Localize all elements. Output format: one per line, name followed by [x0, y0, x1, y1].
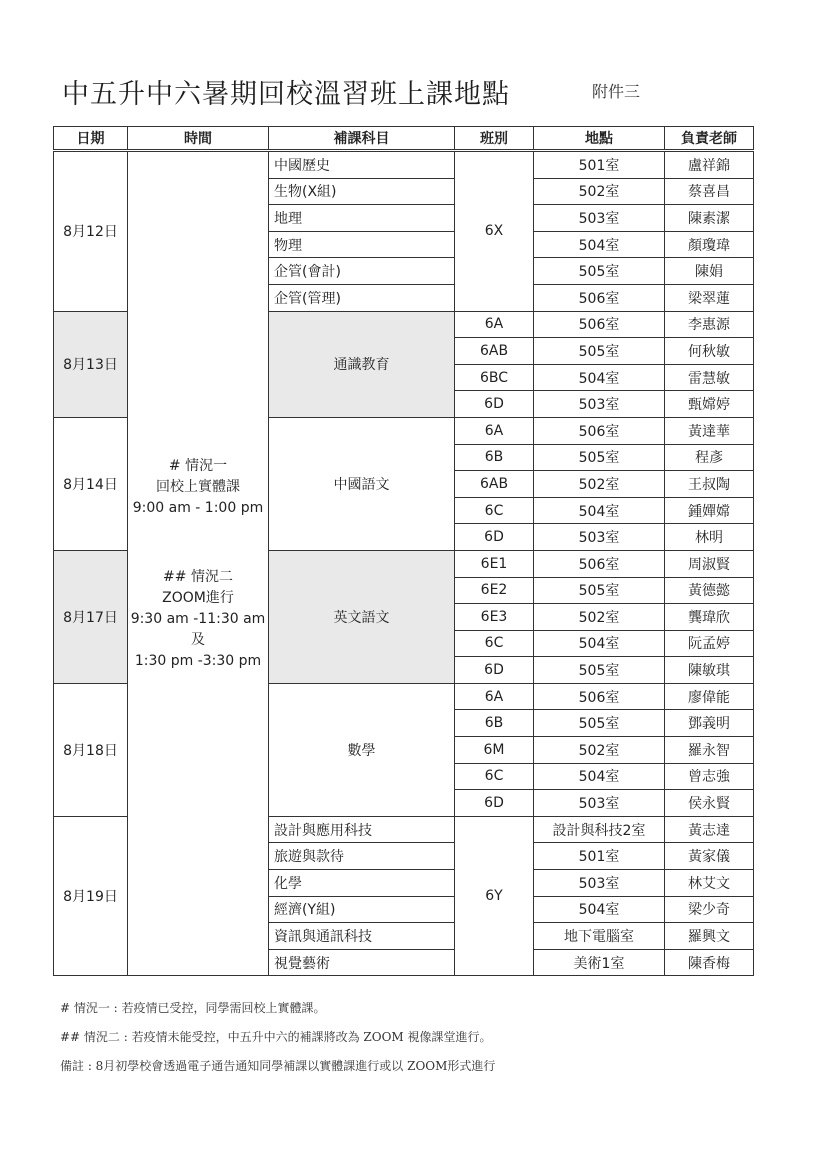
class-cell: 6C	[455, 763, 534, 790]
subject-cell: 設計與應用科技	[269, 816, 455, 843]
teacher-cell: 黃家儀	[665, 843, 754, 870]
teacher-cell: 陳敏琪	[665, 657, 754, 684]
class-cell: 6E3	[455, 604, 534, 631]
footnote-scenario2: ## 情況二 : 若疫情未能受控，中五升中六的補課將改為 ZOOM 視像課堂進行。	[60, 1030, 492, 1044]
room-cell: 503室	[534, 870, 665, 897]
room-cell: 美術1室	[534, 949, 665, 976]
scenario2-label: ## 情況二	[163, 568, 233, 585]
date-cell: 8月18日	[54, 683, 128, 816]
room-cell: 502室	[534, 737, 665, 764]
teacher-cell: 鄧義明	[665, 710, 754, 737]
class-cell: 6X	[455, 151, 534, 312]
teacher-cell: 阮孟婷	[665, 630, 754, 657]
room-cell: 501室	[534, 843, 665, 870]
subject-cell: 英文語文	[269, 550, 455, 683]
subject-cell: 地理	[269, 205, 455, 232]
scenario1-label: # 情況一	[168, 457, 228, 474]
class-cell: 6C	[455, 497, 534, 524]
date-cell: 8月13日	[54, 311, 128, 417]
subject-cell: 物理	[269, 231, 455, 258]
teacher-cell: 龔瑋欣	[665, 604, 754, 631]
teacher-cell: 蔡喜昌	[665, 178, 754, 205]
teacher-cell: 黃志達	[665, 816, 754, 843]
page-title: 中五升中六暑期回校溫習班上課地點	[62, 79, 510, 110]
room-cell: 505室	[534, 338, 665, 365]
teacher-cell: 盧祥錦	[665, 151, 754, 179]
class-cell: 6B	[455, 710, 534, 737]
time-cell	[128, 151, 269, 976]
header-room: 地點	[534, 127, 665, 151]
teacher-cell: 陳香梅	[665, 949, 754, 976]
class-cell: 6A	[455, 311, 534, 338]
subject-cell: 數學	[269, 683, 455, 816]
teacher-cell: 梁少奇	[665, 896, 754, 923]
scenario1-mode: 回校上實體課	[156, 478, 240, 495]
header-row	[54, 127, 754, 151]
scenario2-time1: 9:30 am -11:30 am	[130, 610, 266, 627]
class-cell: 6M	[455, 737, 534, 764]
date-cell: 8月12日	[54, 151, 128, 312]
room-cell: 505室	[534, 258, 665, 285]
teacher-cell: 曾志強	[665, 763, 754, 790]
subject-cell: 化學	[269, 870, 455, 897]
teacher-cell: 鍾嬋嫦	[665, 497, 754, 524]
class-cell: 6E1	[455, 550, 534, 577]
teacher-cell: 羅興文	[665, 923, 754, 950]
room-cell: 506室	[534, 311, 665, 338]
class-cell: 6D	[455, 391, 534, 418]
teacher-cell: 羅永智	[665, 737, 754, 764]
room-cell: 502室	[534, 178, 665, 205]
room-cell: 504室	[534, 231, 665, 258]
room-cell: 505室	[534, 444, 665, 471]
class-cell: 6Y	[455, 816, 534, 976]
room-cell: 505室	[534, 657, 665, 684]
teacher-cell: 甄嫦婷	[665, 391, 754, 418]
scenario2-time2: 1:30 pm -3:30 pm	[134, 652, 262, 669]
scenario2-and: 及	[191, 631, 205, 648]
header-time: 時間	[128, 127, 269, 151]
class-cell: 6C	[455, 630, 534, 657]
footnotes	[60, 994, 495, 1081]
teacher-cell: 梁翠蓮	[665, 284, 754, 311]
room-cell: 502室	[534, 471, 665, 498]
class-cell: 6E2	[455, 577, 534, 604]
header-date: 日期	[54, 127, 128, 151]
room-cell: 地下電腦室	[534, 923, 665, 950]
room-cell: 504室	[534, 896, 665, 923]
class-cell: 6A	[455, 417, 534, 444]
room-cell: 506室	[534, 550, 665, 577]
room-cell: 506室	[534, 683, 665, 710]
header-subject: 補課科目	[269, 127, 455, 151]
class-cell: 6BC	[455, 364, 534, 391]
footnote-scenario1: # 情況一 : 若疫情已受控，同學需回校上實體課。	[60, 1001, 326, 1015]
teacher-cell: 李惠源	[665, 311, 754, 338]
header-class: 班別	[455, 127, 534, 151]
class-cell: 6AB	[455, 471, 534, 498]
class-cell: 6D	[455, 790, 534, 817]
teacher-cell: 陳娟	[665, 258, 754, 285]
subject-cell: 經濟(Y組)	[269, 896, 455, 923]
annex-label: 附件三	[592, 82, 641, 101]
room-cell: 505室	[534, 577, 665, 604]
teacher-cell: 周淑賢	[665, 550, 754, 577]
subject-cell: 中國語文	[269, 417, 455, 550]
subject-cell: 資訊與通訊科技	[269, 923, 455, 950]
subject-cell: 生物(X組)	[269, 178, 455, 205]
room-cell: 505室	[534, 710, 665, 737]
subject-cell: 通識教育	[269, 311, 455, 417]
room-cell: 504室	[534, 497, 665, 524]
teacher-cell: 雷慧敏	[665, 364, 754, 391]
date-cell: 8月17日	[54, 550, 128, 683]
teacher-cell: 陳素潔	[665, 205, 754, 232]
room-cell: 506室	[534, 284, 665, 311]
table-row	[54, 151, 754, 179]
date-cell: 8月14日	[54, 417, 128, 550]
subject-cell: 企管(會計)	[269, 258, 455, 285]
class-cell: 6B	[455, 444, 534, 471]
teacher-cell: 程彥	[665, 444, 754, 471]
room-cell: 502室	[534, 604, 665, 631]
class-cell: 6D	[455, 524, 534, 551]
subject-cell: 旅遊與款待	[269, 843, 455, 870]
teacher-cell: 侯永賢	[665, 790, 754, 817]
class-cell: 6D	[455, 657, 534, 684]
room-cell: 503室	[534, 391, 665, 418]
room-cell: 503室	[534, 205, 665, 232]
teacher-cell: 黃達華	[665, 417, 754, 444]
teacher-cell: 林艾文	[665, 870, 754, 897]
room-cell: 503室	[534, 524, 665, 551]
scenario2-mode: ZOOM進行	[162, 589, 234, 606]
class-cell: 6A	[455, 683, 534, 710]
teacher-cell: 林明	[665, 524, 754, 551]
scenario1-time: 9:00 am - 1:00 pm	[132, 499, 264, 516]
subject-cell: 中國歷史	[269, 151, 455, 179]
date-cell: 8月19日	[54, 816, 128, 976]
room-cell: 504室	[534, 364, 665, 391]
teacher-cell: 顏瓊瑋	[665, 231, 754, 258]
header-teacher: 負責老師	[665, 127, 754, 151]
teacher-cell: 黃德懿	[665, 577, 754, 604]
footnote-remark: 備註 : 8月初學校會透過電子通告通知同學補課以實體課進行或以 ZOOM形式進行	[60, 1059, 496, 1073]
room-cell: 504室	[534, 763, 665, 790]
teacher-cell: 何秋敏	[665, 338, 754, 365]
class-cell: 6AB	[455, 338, 534, 365]
room-cell: 506室	[534, 417, 665, 444]
teacher-cell: 王叔陶	[665, 471, 754, 498]
room-cell: 設計與科技2室	[534, 816, 665, 843]
subject-cell: 企管(管理)	[269, 284, 455, 311]
room-cell: 504室	[534, 630, 665, 657]
schedule-table	[53, 126, 754, 976]
teacher-cell: 廖偉能	[665, 683, 754, 710]
room-cell: 501室	[534, 151, 665, 179]
subject-cell: 視覺藝術	[269, 949, 455, 976]
room-cell: 503室	[534, 790, 665, 817]
